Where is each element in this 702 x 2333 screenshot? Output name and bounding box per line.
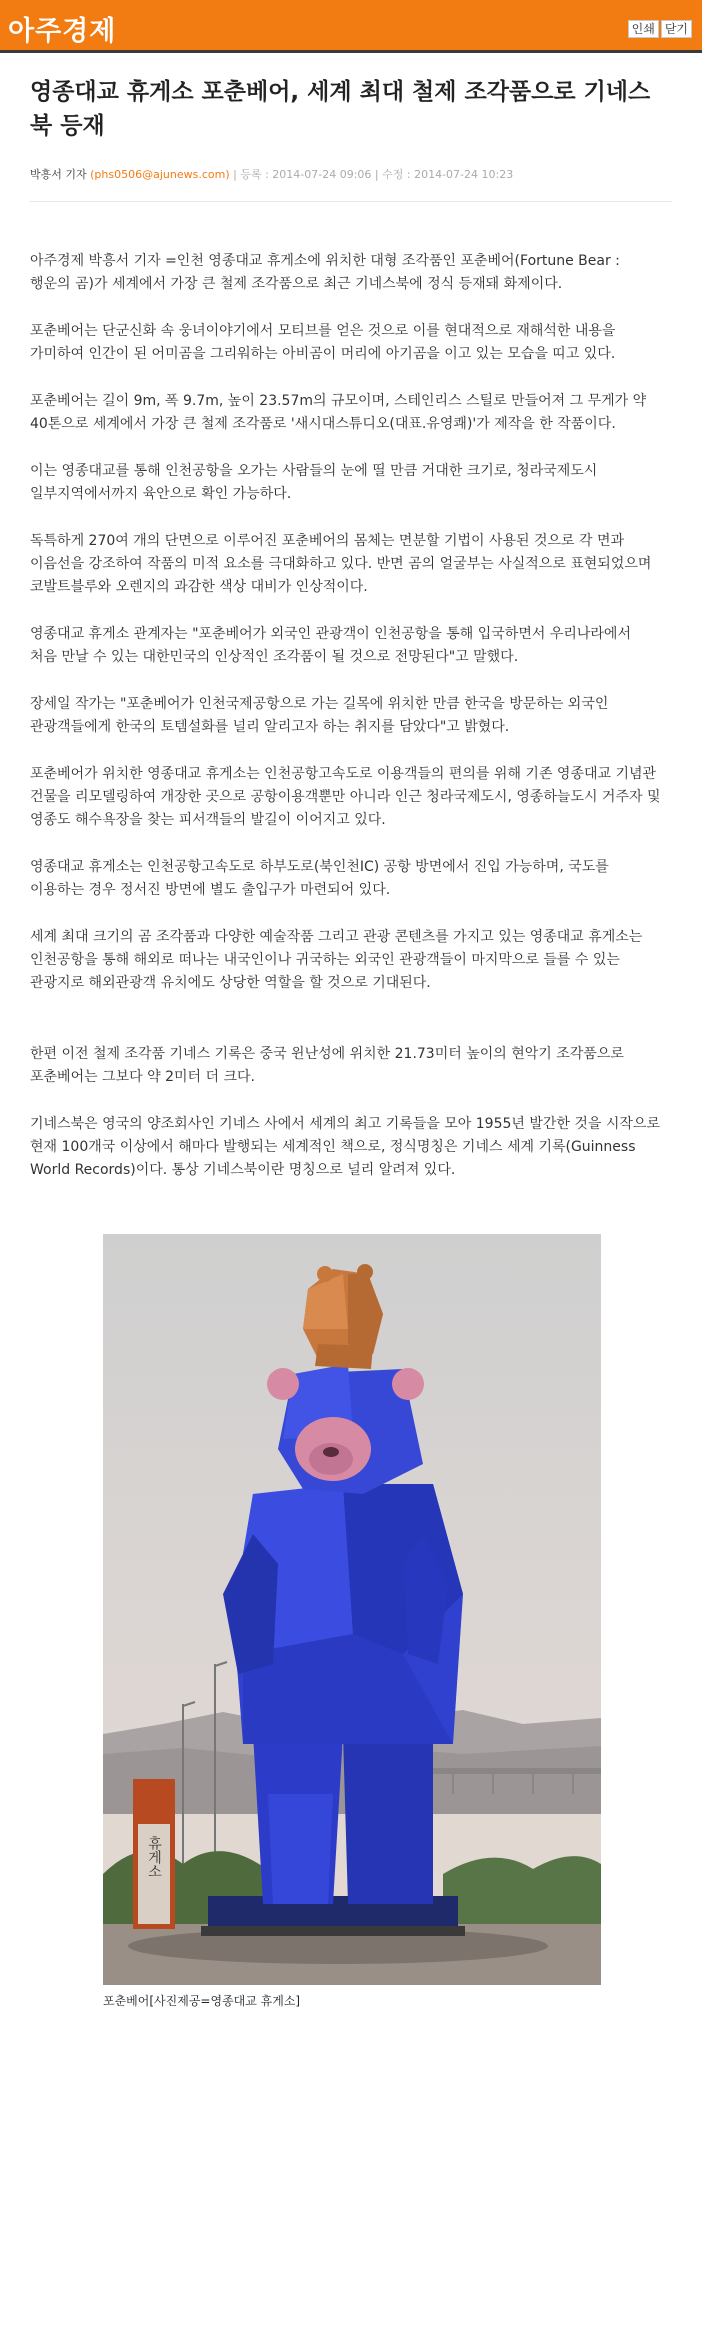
paragraph: 포춘베어가 위치한 영종대교 휴게소는 인천공항고속도로 이용객들의 편의를 위해 기존 영종대교 기념관 건물을 리모델링하여 개장한 곳으로 공항이용객뿐만 아니라 인근 청라국제도시, 영종하늘도시 거주자 및 영종도 해수욕장을 찾는 피서객들의 발길이 이어지고 있다. — [30, 766, 661, 828]
paragraph: 한편 이전 철제 조각품 기네스 기록은 중국 윈난성에 위치한 21.73미터 높이의 현악기 조각품으로 포춘베어는 그보다 약 2미터 더 크다. — [30, 1046, 624, 1085]
paragraph: 독특하게 270여 개의 단면으로 이루어진 포춘베어의 몸체는 면분할 기법이 사용된 것으로 각 면과 이음선을 강조하여 작품의 미적 요소를 극대화하고 있다. 반면 곰의 얼굴부는 사실적으로 표현되었으며 코발트블루와 오렌지의 과감한 색상 대비가 인상적이다. — [30, 533, 652, 595]
sign-text: 휴게소 — [146, 1836, 162, 1878]
paragraph: 기네스북은 영국의 양조회사인 기네스 사에서 세계의 최고 기록들을 모아 1955년 발간한 것을 시작으로 현재 100개국 이상에서 해마다 발행되는 세계적인 책으로, 정식명칭은 기네스 세계 기록(Guinness World Records)이다. 통상 기네스북이란 명칭으로 널리 알려져 있다. — [30, 1116, 660, 1178]
photo-caption: 포춘베어[사진제공=영종대교 휴게소] — [103, 1994, 301, 2008]
reporter-email[interactable]: (phs0506@ajunews.com) — [90, 168, 230, 181]
close-button[interactable]: 닫기 — [661, 20, 692, 38]
print-button[interactable]: 인쇄 — [628, 20, 659, 38]
bear-sculpture-photo — [103, 1234, 601, 1985]
paragraph: 포춘베어는 단군신화 속 웅녀이야기에서 모티브를 얻은 것으로 이를 현대적으로 재해석한 내용을 가미하여 인간이 된 어미곰을 그리워하는 아비곰이 머리에 아기곰을 이고 있는 모습을 띠고 있다. — [30, 323, 616, 362]
site-header — [0, 0, 702, 53]
registered-date: | 등록 : 2014-07-24 09:06 — [233, 168, 372, 181]
article-meta — [30, 167, 672, 183]
article-headline: 영종대교 휴게소 포춘베어, 세계 최대 철제 조각품으로 기네스북 등재 — [30, 79, 651, 139]
paragraph: 포춘베어는 길이 9m, 폭 9.7m, 높이 23.57m의 규모이며, 스테인리스 스틸로 만들어져 그 무게가 약 40톤으로 세계에서 가장 큰 철제 조각품로 '새시대스튜디오(대표.유영쾌)'가 제작을 한 작품이다. — [30, 393, 647, 432]
reporter-name: 박흥서 기자 — [30, 168, 87, 181]
paragraph: 이는 영종대교를 통해 인천공항을 오가는 사람들의 눈에 띨 만큼 거대한 크기로, 청라국제도시 일부지역에서까지 육안으로 확인 가능하다. — [30, 463, 598, 502]
paragraph: 세계 최대 크기의 곰 조각품과 다양한 예술작품 그리고 관광 콘텐츠를 가지고 있는 영종대교 휴게소는 인천공항을 통해 해외로 떠나는 내국인이나 귀국하는 외국인 관광객들이 마지막으로 들를 수 있는 관광지로 해외관광객 유치에도 상당한 역할을 할 것으로 기대된다. — [30, 929, 643, 991]
modified-date: | 수정 : 2014-07-24 10:23 — [374, 168, 514, 181]
site-logo[interactable]: 아주경제 — [8, 16, 117, 47]
article-figure — [103, 1234, 601, 2009]
paragraph: 영종대교 휴게소는 인천공항고속도로 하부도로(북인천IC) 공항 방면에서 진입 가능하며, 국도를 이용하는 경우 정서진 방면에 별도 출입구가 마련되어 있다. — [30, 859, 609, 898]
article-body — [30, 250, 662, 1182]
meta-divider — [30, 201, 672, 202]
paragraph: 장세일 작가는 "포춘베어가 인천국제공항으로 가는 길목에 위치한 만큼 한국을 방문하는 외국인 관광객들에게 한국의 토템설화를 널리 알리고자 하는 취지를 담았다"고 밝혔다. — [30, 696, 609, 735]
paragraph: 아주경제 박흥서 기자 =인천 영종대교 휴게소에 위치한 대형 조각품인 포춘베어(Fortune Bear : 행운의 곰)가 세계에서 가장 큰 철제 조각품으로 최근 기네스북에 정식 등재돼 화제이다. — [30, 253, 620, 292]
header-actions — [628, 20, 692, 38]
paragraph: 영종대교 휴게소 관계자는 "포춘베어가 외국인 관광객이 인천공항을 통해 입국하면서 우리나라에서 처음 만날 수 있는 대한민국의 인상적인 조각품이 될 것으로 전망된다"고 말했다. — [30, 626, 631, 665]
